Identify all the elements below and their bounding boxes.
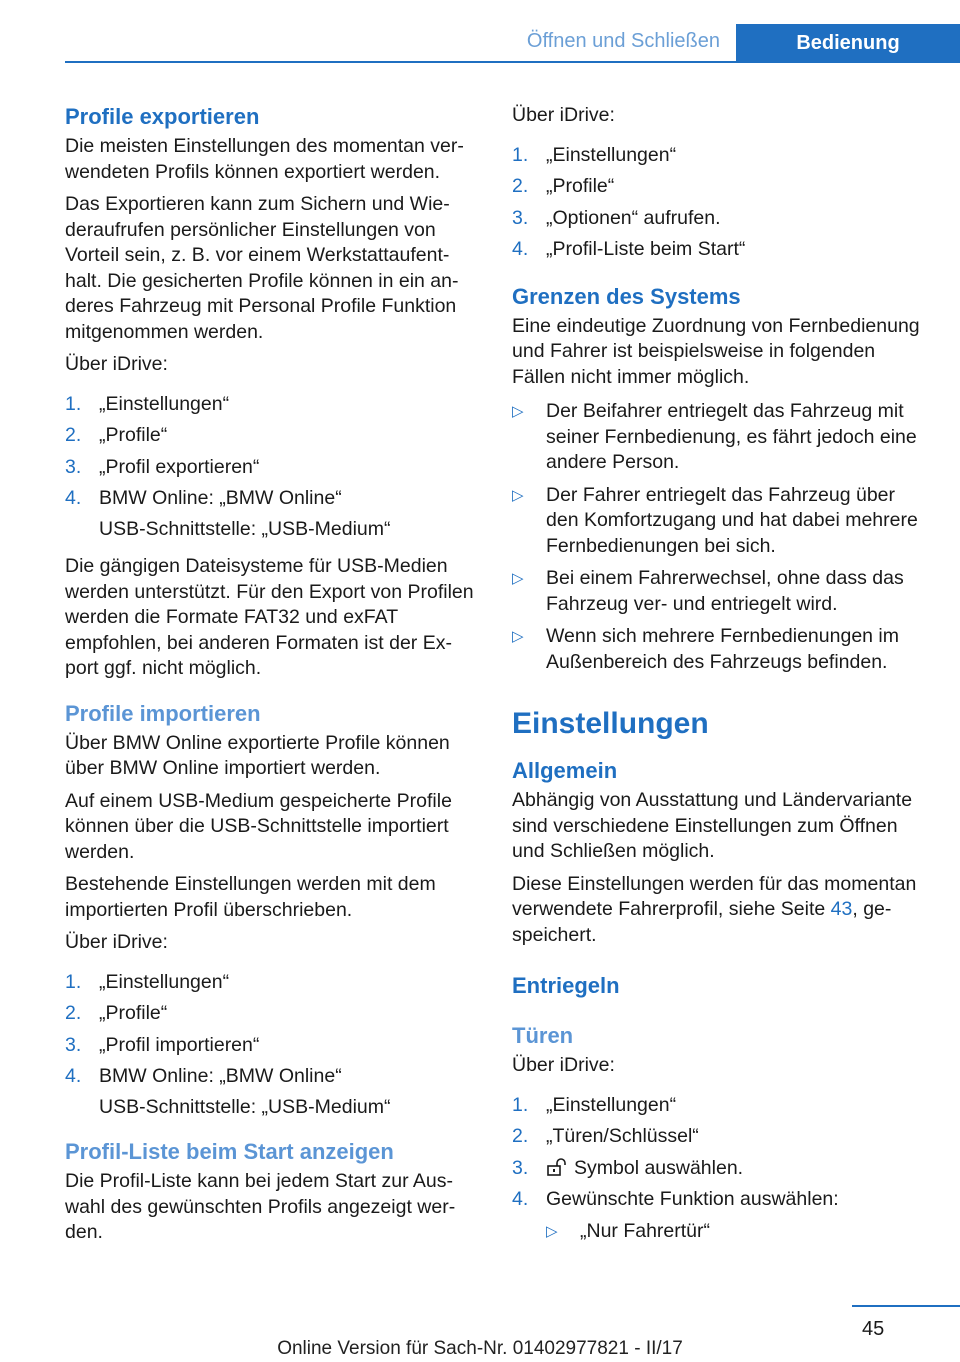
list-item: 1. „Einstellungen“ [65,392,230,415]
heading-profile-import: Profile importieren [65,700,261,726]
page-number: 45 [862,1318,885,1340]
header-section-title: Öffnen und Schließen [526,30,720,52]
page-reference-link[interactable]: 43 [830,898,853,920]
heading-system-limits: Grenzen des Systems [512,283,741,309]
list-item: 2. „Türen/Schlüssel“ [512,1125,699,1147]
idrive-label: Über iDrive: [512,104,615,126]
list-item: 2. „Profile“ [65,1002,168,1024]
idrive-label: Über iDrive: [512,1054,615,1076]
paragraph: Bestehende Einstellungen werden mit dem importierten Profil überschrieben. [65,873,436,921]
idrive-label: Über iDrive: [65,353,168,375]
startlist-steps [512,143,932,263]
list-item: 4. Gewünschte Funktion auswählen: [512,1188,839,1210]
list-item: 1. „Einstellungen“ [512,1093,677,1116]
list-item: 1. „Einstellungen“ [512,143,677,166]
paragraph: Das Exportieren kann zum Sichern und Wiederaufrufen persönlicher Einstellungen von Vorteil sein, z. B. vor einem Werkstattaufenthalt. Die gesicherten Profile können in ein anderes Fahrzeug mit Personal Profile Funktion mitgenommen werden. [65,193,459,343]
list-item: 2. „Profile“ [512,175,615,197]
list-item: 3. Symbol auswählen. [512,1156,744,1179]
list-item-sub: USB-Schnittstelle: „USB-Medium“ [99,517,391,540]
bullet-item: ▷ Der Beifahrer entriegelt das Fahrzeug mit seiner Fernbedienung, es fährt jedoch eine andere Person. [512,399,932,476]
paragraph: Die meisten Einstellungen des momentan verwendeten Profils können exportiert werden. [65,135,464,183]
triangle-right-icon: ▷ [512,628,524,645]
triangle-right-icon: ▷ [512,570,524,587]
left-column [65,103,477,1253]
list-item: 2. „Profile“ [65,424,168,446]
limits-bullets [512,399,932,675]
footer-rule [852,1305,960,1307]
triangle-right-icon: ▷ [512,403,524,420]
heading-settings: Einstellungen [512,707,709,740]
list-item: 1. „Einstellungen“ [65,970,230,993]
list-item: 3. „Profil importieren“ [65,1033,260,1056]
triangle-right-icon: ▷ [512,486,524,504]
export-steps [65,392,477,549]
heading-general: Allgemein [512,758,618,783]
paragraph: Diese Einstellungen werden für das momentan verwendete Fahrerprofil, siehe Seite 43, gespeichert. [512,872,917,946]
bullet-item: ▷ Bei einem Fahrerwechsel, ohne dass das Fahrzeug ver- und entriegelt wird. [512,566,932,617]
header-chapter-tab: Bedienung [736,24,960,63]
list-item: 4. BMW Online: „BMW Online“ [65,1065,342,1087]
heading-doors: Türen [512,1023,574,1048]
list-item: 3. „Optionen“ aufrufen. [512,206,721,229]
list-item: 3. „Profil exportieren“ [65,455,260,478]
paragraph: Über BMW Online exportierte Profile können über BMW Online importiert werden. [65,731,450,779]
paragraph: Auf einem USB-Medium gespeicherte Profile können über die USB-Schnittstelle importiert werden. [65,789,452,863]
import-steps [65,970,477,1127]
right-column [512,103,932,1244]
triangle-right-icon: ▷ [546,1222,558,1240]
heading-unlock: Entriegeln [512,973,620,998]
doors-steps [512,1093,932,1213]
heading-profile-list-start: Profil-Liste beim Start anzeigen [65,1139,394,1164]
paragraph: Eine eindeutige Zuordnung von Fernbedienung und Fahrer ist beispielsweise in folgenden Fällen nicht immer möglich. [512,314,920,388]
bullet-item: ▷ Der Fahrer entriegelt das Fahrzeug über den Komfortzugang und hat dabei mehrere Fernbedienungen bei sich. [512,483,932,560]
unlock-icon [546,1158,568,1176]
paragraph: Die gängigen Dateisysteme für USB-Medien werden unterstützt. Für den Export von Profilen werden die Formate FAT32 und exFAT empfohlen, bei anderen Formaten ist der Export ggf. nicht möglich. [65,555,474,679]
footer-online-version: Online Version für Sach-Nr. 01402977821 - II/17 [277,1338,683,1359]
paragraph: Abhängig von Ausstattung und Ländervariante sind verschiedene Einstellungen zum Öffnen und Schließen möglich. [512,789,913,862]
idrive-label: Über iDrive: [65,931,168,953]
paragraph: Die Profil-Liste kann bei jedem Start zur Auswahl des gewünschten Profils angezeigt werden. [65,1170,456,1243]
bullet-item: ▷ Wenn sich mehrere Fernbedienungen im Außenbereich des Fahrzeugs befinden. [512,624,932,675]
list-item: 4. „Profil-Liste beim Start“ [512,238,746,260]
list-item-sub: USB-Schnittstelle: „USB-Medium“ [99,1095,391,1118]
sub-bullet-item: ▷ „Nur Fahrertür“ [546,1219,932,1245]
heading-profile-export: Profile exportieren [65,104,260,129]
list-item: 4. BMW Online: „BMW Online“ [65,487,342,509]
